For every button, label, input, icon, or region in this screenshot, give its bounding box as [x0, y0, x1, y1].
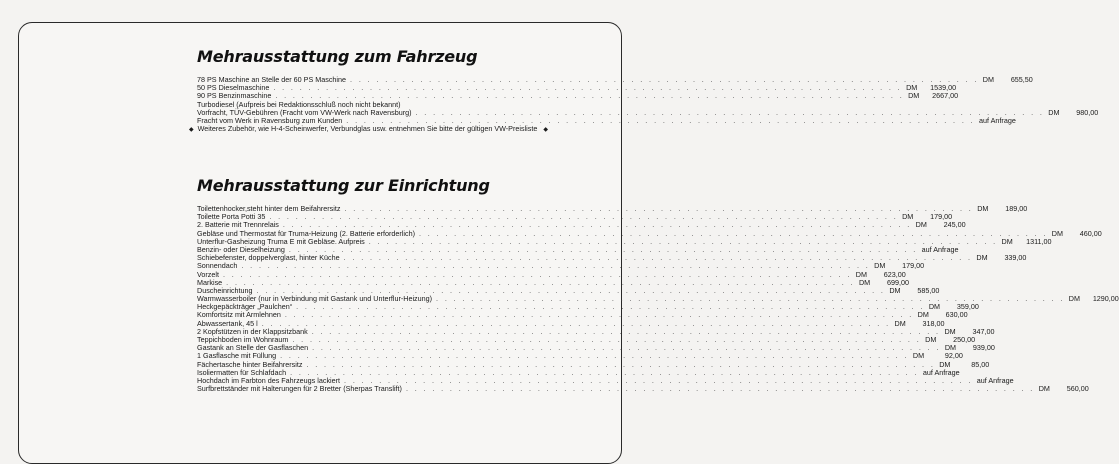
dot-leader: . . . . . . . . . . . . . . . . . . . . . . . . . . . . . . . . . . . . . . . . . . . . . . . . . . . . . . . . . . . . . . . . . . . . . . . .: [296, 302, 925, 312]
item-label: 90 PS Benzinmaschine: [197, 91, 272, 101]
dot-leader: . . . . . . . . . . . . . . . . . . . . . . . . . . . . . . . . . . . . . . . . . . . . . . . . . . . . . . . . . . . . . . . . . . . . . . . .: [222, 269, 852, 279]
price-list: [197, 204, 1119, 394]
dot-leader: . . . . . . . . . . . . . . . . . . . . . . . . . . . . . . . . . . . . . . . . . . . . . . . . . . . . . . . . . . . . . . . . . . . . . . . .: [284, 310, 914, 320]
currency: DM: [894, 318, 906, 328]
currency: DM: [858, 277, 871, 287]
item-price: 359,00: [956, 302, 979, 312]
item-label: Hochdach im Farbton des Fahrzeugs lackiert: [197, 375, 341, 385]
currency: DM: [1051, 228, 1063, 238]
dot-leader: . . . . . . . . . . . . . . . . . . . . . . . . . . . . . . . . . . . . . . . . . . . . . . . . . . . . . . . . . . . . . . . . . . . . . . . .: [312, 343, 941, 353]
item-label: Fracht vom Werk in Ravensburg zum Kunden: [197, 115, 343, 125]
dot-leader: . . . . . . . . . . . . . . . . . . . . . . . . . . . . . . . . . . . . . . . . . . . . . . . . . . . . . . . . . . . . . . . . . . . . . . . .: [418, 228, 1048, 238]
item-price: 189,00: [1005, 204, 1028, 213]
item-price: 585,00: [917, 285, 940, 295]
dot-leader: . . . . . . . . . . . . . . . . . . . . . . . . . . . . . . . . . . . . . . . . . . . . . . . . . . . . . . . . . . . . . . . . . . . . . . . .: [275, 91, 905, 101]
item-price: 1539,00: [930, 83, 957, 93]
dot-leader: . . . . . . . . . . . . . . . . . . . . . . . . . . . . . . . . . . . . . . . . . . . . . . . . . . . . . . . . . . . . . . . . . . . . . . . .: [282, 220, 912, 230]
item-price: 179,00: [902, 261, 925, 271]
dot-leader: . . . . . . . . . . . . . . . . . . . . . . . . . . . . . . . . . . . . . . . . . . . . . . . . . . . . . . . . . . . . . . . . . . . . . . . .: [306, 359, 936, 369]
item-price: 250,00: [953, 335, 976, 344]
item-price: 318,00: [922, 318, 945, 328]
item-price: 339,00: [1004, 253, 1027, 263]
currency: DM: [917, 310, 929, 320]
dot-leader: . . . . . . . . . . . . . . . . . . . . . . . . . . . . . . . . . . . . . . . . . . . . . . . . . . . . . . . . . . . . . . . . . . . . . . . .: [288, 244, 918, 254]
section-title: Mehrausstattung zur Einrichtung: [197, 176, 490, 195]
item-price: 2667,00: [932, 91, 959, 101]
item-label: Toilettenhocker,steht hinter dem Beifahrersitz: [197, 204, 341, 213]
item-price: 655,50: [1010, 75, 1033, 84]
currency: DM: [928, 302, 941, 312]
item-label: Duscheinrichtung: [197, 285, 253, 295]
item-label: Vorzelt: [197, 269, 219, 279]
dot-leader: . . . . . . . . . . . . . . . . . . . . . . . . . . . . . . . . . . . . . . . . . . . . . . . . . . . . . . . . . . . . . . . . . . . . . . . .: [290, 367, 919, 377]
dot-leader: . . . . . . . . . . . . . . . . . . . . . . . . . . . . . . . . . . . . . . . . . . . . . . . . . . . . . . . . . . . . . . . . . . . . . . . .: [350, 75, 979, 84]
dot-leader: . . . . . . . . . . . . . . . . . . . . . . . . . . . . . . . . . . . . . . . . . . . . . . . . . . . . . . . . . . . . . . . . . . . . . . . .: [436, 294, 1065, 304]
dot-leader: . . . . . . . . . . . . . . . . . . . . . . . . . . . . . . . . . . . . . . . . . . . . . . . . . . . . . . . . . . . . . . . . . . . . . . . .: [261, 318, 891, 328]
item-price: 623,00: [883, 269, 906, 279]
item-price: 92,00: [944, 351, 963, 361]
item-label: Unterflur-Gasheizung Truma E mit Gebläse. Aufpreis: [197, 236, 365, 246]
dot-leader: . . . . . . . . . . . . . . . . . . . . . . . . . . . . . . . . . . . . . . . . . . . . . . . . . . . . . . . . . . . . . . . . . . . . . . . .: [405, 384, 1035, 394]
item-label: Gebläse und Thermostat für Truma-Heizung (2. Batterie erforderlich): [197, 228, 415, 238]
item-label: Teppichboden im Wohnraum: [197, 335, 289, 344]
dot-leader: . . . . . . . . . . . . . . . . . . . . . . . . . . . . . . . . . . . . . . . . . . . . . . . . . . . . . . . . . . . . . . . . . . . . . . . .: [344, 204, 974, 213]
item-label: Turbodiesel (Aufpreis bei Redaktionsschluß noch nicht bekannt): [197, 99, 401, 109]
item-price: auf Anfrage: [921, 244, 959, 254]
currency: DM: [889, 285, 901, 295]
item-label: Warmwasserboiler (nur in Verbindung mit Gastank und Unterflur-Heizung): [197, 294, 433, 304]
item-label: Surfbrettständer mit Halterungen für 2 Bretter (Sherpas Translift): [197, 384, 402, 394]
currency: DM: [908, 91, 920, 101]
dot-leader: . . . . . . . . . . . . . . . . . . . . . . . . . . . . . . . . . . . . . . . . . . . . . . . . . . . . . . . . . . . . . . . . . . . . . . . .: [344, 375, 973, 385]
item-label: 78 PS Maschine an Stelle der 60 PS Maschine: [197, 75, 347, 84]
item-label: Fächertasche hinter Beifahrersitz: [197, 359, 303, 369]
section-vehicle-options: [189, 47, 1099, 134]
item-price: auf Anfrage: [979, 115, 1016, 125]
item-label: Schiebefenster, doppelverglast, hinter Küche: [197, 253, 340, 263]
currency: DM: [925, 335, 937, 344]
currency: DM: [902, 212, 914, 222]
dot-leader: . . . . . . . . . . . . . . . . . . . . . . . . . . . . . . . . . . . . . . . . . . . . . . . . . . . . . . . . . . . . . . . . . . . . . . . .: [269, 212, 899, 222]
dot-leader: . . . . . . . . . . . . . . . . . . . . . . . . . . . . . . . . . . . . . . . . . . . . . . . . . . . . . . . . . . . . . . . . . . . . . . . .: [415, 107, 1045, 117]
item-price: 1311,00: [1026, 236, 1052, 246]
dot-leader: . . . . . . . . . . . . . . . . . . . . . . . . . . . . . . . . . . . . . . . . . . . . . . . . . . . . . . . . . . . . . . . . . . . . . . . .: [273, 83, 903, 93]
item-label: 2 Kopfstützen in der Klappsitzbank: [197, 326, 308, 336]
accessory-note: [189, 125, 589, 134]
currency: DM: [976, 253, 988, 263]
currency: DM: [1001, 236, 1013, 246]
item-label: 2. Batterie mit Trennrelais: [197, 220, 279, 230]
item-label: Markise: [197, 277, 223, 287]
currency: DM: [982, 75, 994, 84]
price-list: [197, 75, 1099, 125]
item-label: Komfortsitz mit Armlehnen: [197, 310, 281, 320]
dot-leader: . . . . . . . . . . . . . . . . . . . . . . . . . . . . . . . . . . . . . . . . . . . . . . . . . . . . . . . . . . . . . . . . . . . . . . . .: [343, 253, 973, 263]
currency: DM: [1048, 107, 1060, 117]
currency: DM: [944, 343, 957, 353]
item-price: 1290,00: [1092, 294, 1119, 304]
item-price: 347,00: [972, 326, 995, 336]
item-price: 179,00: [930, 212, 953, 222]
dot-leader: . . . . . . . . . . . . . . . . . . . . . . . . . . . . . . . . . . . . . . . . . . . . . . . . . . . . . . . . . . . . . . . . . . . . . . . .: [280, 351, 909, 361]
item-label: 1 Gasflasche mit Füllung: [197, 351, 277, 361]
item-price: 245,00: [943, 220, 966, 230]
item-label: Heckgepäckträger „Paulchen“: [197, 302, 293, 312]
dot-leader: . . . . . . . . . . . . . . . . . . . . . . . . . . . . . . . . . . . . . . . . . . . . . . . . . . . . . . . . . . . . . . . . . . . . . . . .: [256, 285, 886, 295]
currency: DM: [1068, 294, 1080, 304]
currency: DM: [915, 220, 927, 230]
item-price: 85,00: [971, 359, 990, 369]
item-price: auf Anfrage: [922, 367, 960, 377]
currency: DM: [906, 83, 918, 93]
item-label: Abwassertank, 45 l: [197, 318, 258, 328]
diamond-bullet-icon: ◆: [543, 127, 548, 134]
diamond-bullet-icon: ◆: [189, 127, 194, 134]
dot-leader: . . . . . . . . . . . . . . . . . . . . . . . . . . . . . . . . . . . . . . . . . . . . . . . . . . . . . . . . . . . . . . . . . . . . . . . .: [292, 335, 922, 344]
currency: DM: [1038, 384, 1050, 394]
item-label: Sonnendach: [197, 261, 238, 271]
currency: DM: [874, 261, 886, 271]
item-price: auf Anfrage: [976, 375, 1014, 385]
price-row: [197, 384, 1089, 394]
currency: DM: [855, 269, 867, 279]
item-label: Isoliermatten für Schlafdach: [197, 367, 287, 377]
item-price: 699,00: [886, 277, 909, 287]
item-label: 50 PS Dieselmaschine: [197, 83, 270, 93]
item-price: 630,00: [945, 310, 968, 320]
section-interior-options: [197, 176, 1119, 394]
currency: DM: [977, 204, 989, 213]
dot-leader: . . . . . . . . . . . . . . . . . . . . . . . . . . . . . . . . . . . . . . . . . . . . . . . . . . . . . . . . . . . . . . . . . . . . . . . .: [241, 261, 871, 271]
dot-leader: . . . . . . . . . . . . . . . . . . . . . . . . . . . . . . . . . . . . . . . . . . . . . . . . . . . . . . . . . . . . . . . . . . . . . . . .: [226, 277, 855, 287]
item-label: Toilette Porta Potti 35: [197, 212, 266, 222]
item-label: Vorfracht, TÜV-Gebühren (Fracht vom VW-Werk nach Ravensburg): [197, 107, 412, 117]
dot-leader: . . . . . . . . . . . . . . . . . . . . . . . . . . . . . . . . . . . . . . . . . . . . . . . . . . . . . . . . . . . . . . . . . . . . . . . .: [346, 115, 976, 125]
item-price: 460,00: [1079, 228, 1102, 238]
item-label: Gastank an Stelle der Gasflaschen: [197, 343, 309, 353]
note-text: Weiteres Zubehör, wie H-4-Scheinwerfer, Verbundglas usw. entnehmen Sie bitte der gültigen VW-Preisliste: [197, 124, 538, 134]
currency: DM: [944, 326, 956, 336]
currency: DM: [939, 359, 951, 369]
currency: DM: [912, 351, 925, 361]
item-label: Benzin- oder Dieselheizung: [197, 244, 285, 254]
dot-leader: . . . . . . . . . . . . . . . . . . . . . . . . . . . . . . . . . . . . . . . . . . . . . . . . . . . . . . . . . . . . . . . . . . . . . . . .: [368, 236, 998, 246]
item-price: 980,00: [1076, 107, 1099, 117]
item-price: 939,00: [972, 343, 995, 353]
dot-leader: . . . . . . . . . . . . . . . . . . . . . . . . . . . . . . . . . . . . . . . . . . . . . . . . . . . . . . . . . . . . . . . . . . . . . . . .: [311, 326, 941, 336]
item-price: 560,00: [1066, 384, 1089, 394]
section-title: Mehrausstattung zum Fahrzeug: [197, 47, 478, 66]
